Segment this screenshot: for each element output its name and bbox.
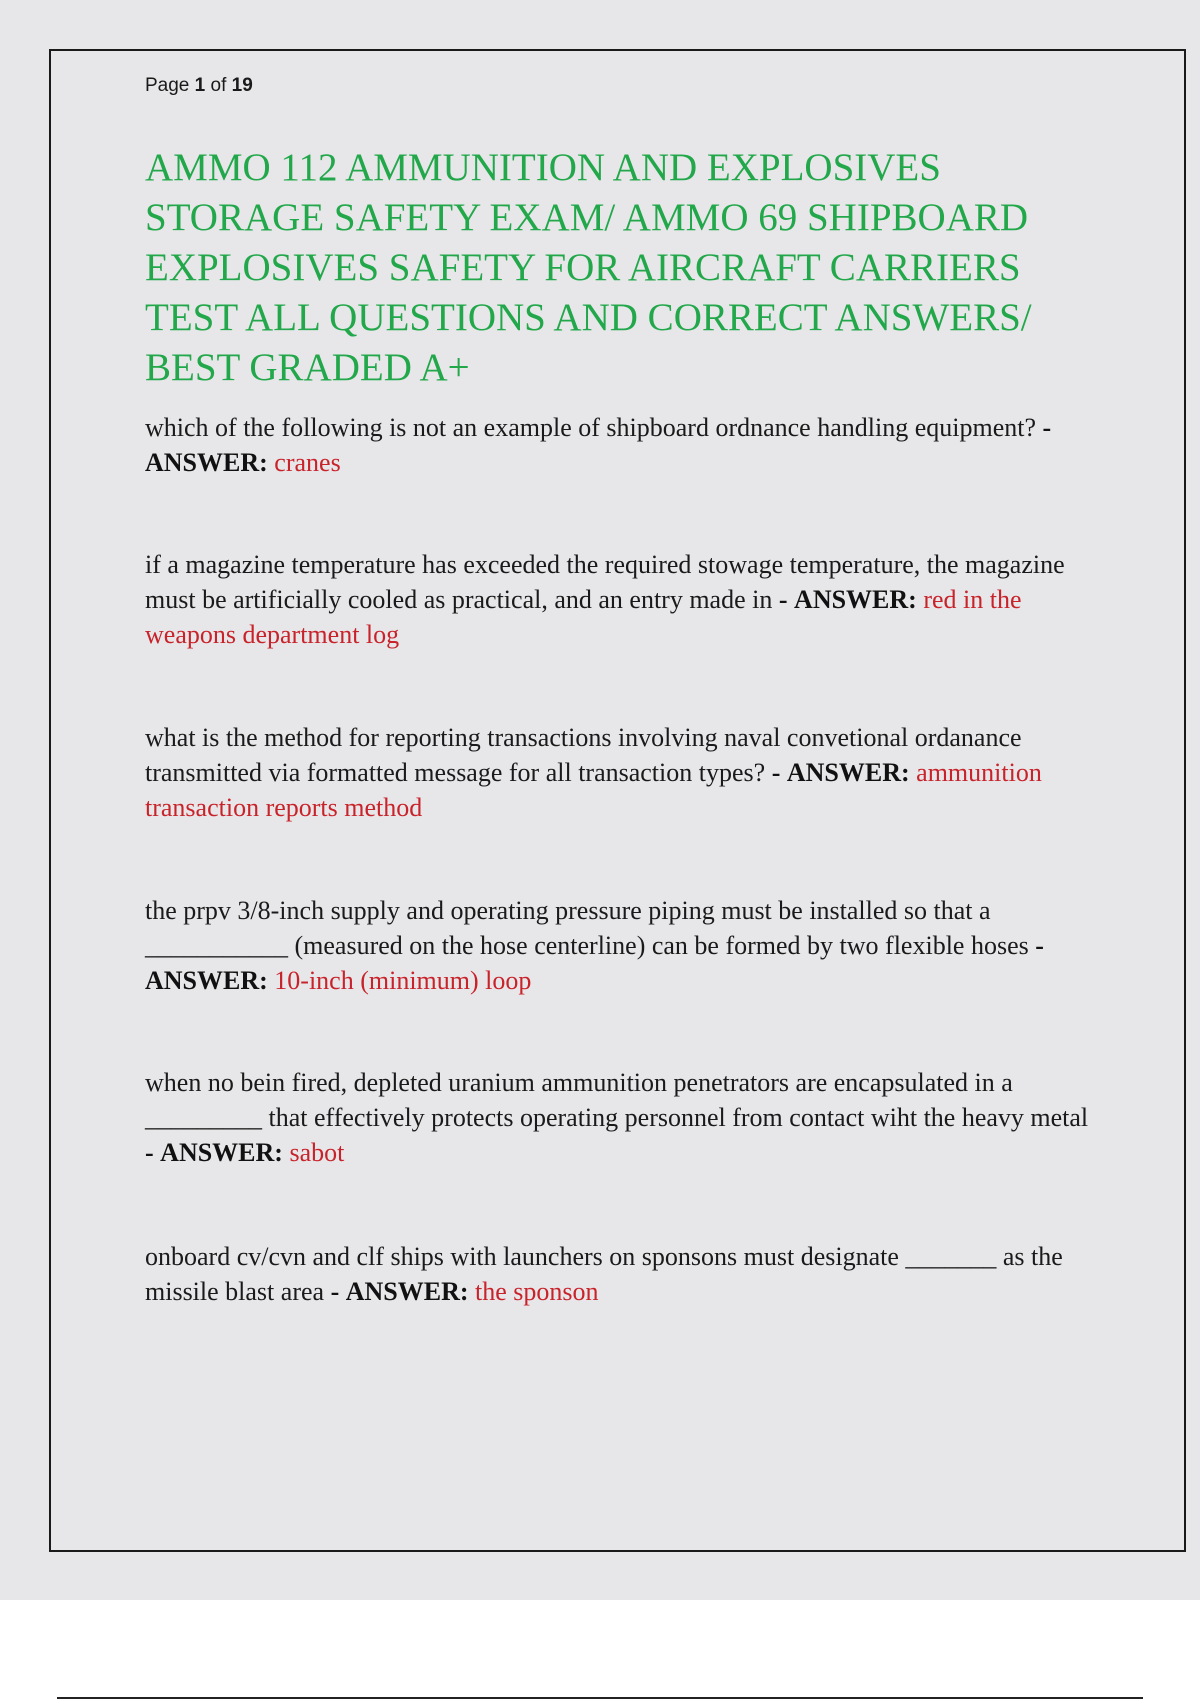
page-divider [57,1697,1143,1699]
answer-label: ANSWER: [145,448,268,477]
answer-text: ammunition transaction reports method [145,758,1042,822]
answer-separator: - [778,585,788,614]
question-item [145,720,1090,825]
answer-label: ANSWER: [145,966,268,995]
page-number [145,75,253,97]
question-item [145,547,1090,652]
question-text: the prpv 3/8-inch supply and operating pressure piping must be installed so that a ___________ (measured on the hose centerline) can be formed by two flexible hoses [145,896,1029,960]
question-item [145,410,1090,480]
document-title: AMMO 112 AMMUNITION AND EXPLOSIVES STORAGE SAFETY EXAM/ AMMO 69 SHIPBOARD EXPLOSIVES SAFETY FOR AIRCRAFT CARRIERS TEST ALL QUESTIONS AND CORRECT ANSWERS/ BEST GRADED A+ [145,146,1032,389]
question-item [145,893,1090,998]
page-of: of [210,75,227,96]
answer-label: ANSWER: [786,758,910,787]
answer-separator: - [1035,931,1044,960]
question-text: if a magazine temperature has exceeded the required stowage temperature, the magazine must be artificially cooled as practical, and an entry made in [145,550,1065,614]
answer-label: ANSWER: [345,1277,469,1306]
question-text: when no bein fired, depleted uranium ammunition penetrators are encapsulated in a _________ that effectively protects operating personnel from contact wiht the heavy metal [145,1068,1089,1132]
answer-separator: - [1042,413,1052,442]
answer-label: ANSWER: [160,1138,283,1167]
answer-separator: - [145,1138,154,1167]
question-text: what is the method for reporting transactions involving naval convetional ordanance transmitted via formatted message for all transaction types? [145,723,1022,787]
answer-text: 10-inch (minimum) loop [274,966,532,995]
question-text: which of the following is not an example of shipboard ordnance handling equipment? [145,413,1036,442]
answer-label: ANSWER: [794,585,917,614]
answer-text: red in the weapons department log [145,585,1022,649]
question-text: onboard cv/cvn and clf ships with launchers on sponsons must designate _______ as the missile blast area [145,1242,1063,1306]
answer-text: sabot [289,1138,345,1167]
answer-separator: - [771,758,781,787]
page-total: 19 [231,75,253,96]
answer-separator: - [330,1277,340,1306]
page-label: Page [145,75,190,96]
answer-text: the sponson [475,1277,599,1306]
question-item [145,1239,1090,1309]
answer-text: cranes [274,448,341,477]
question-item [145,1065,1090,1170]
page-current: 1 [194,75,206,96]
